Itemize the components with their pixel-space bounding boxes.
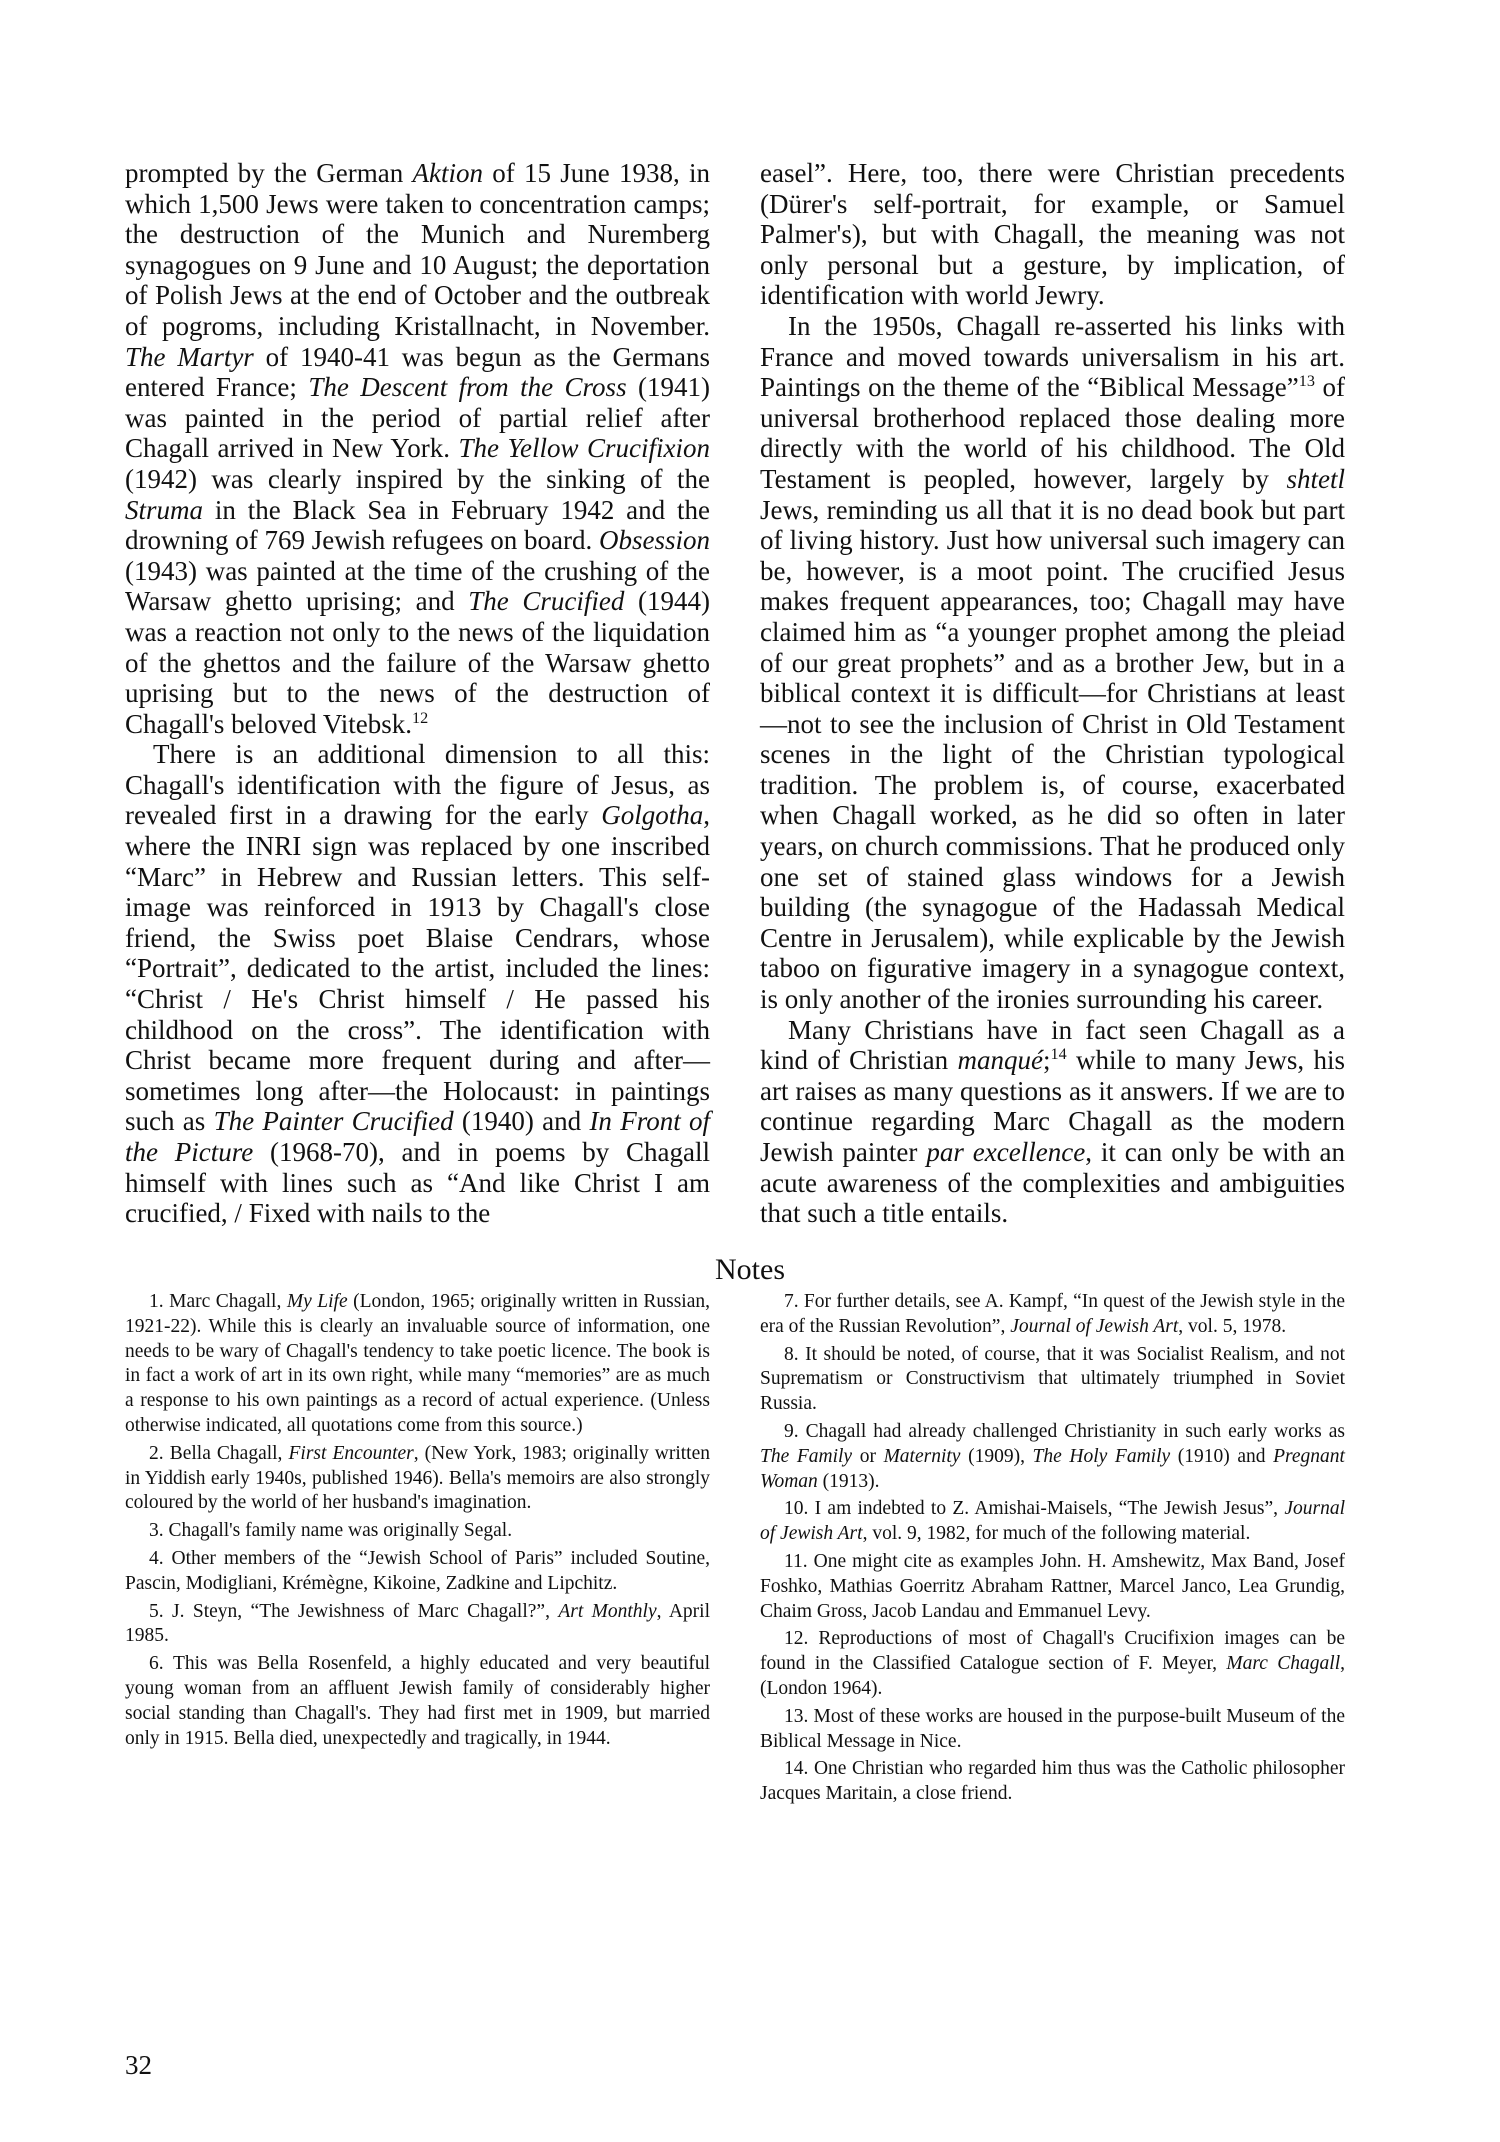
footnote: 4. Other members of the “Jewish School of Paris” included Soutine, Pascin, Modigliani, Krémègne, Kikoine, Zadkine and Lipchitz. [125, 1547, 710, 1594]
body-column-left [125, 158, 710, 1229]
footnote: 13. Most of these works are housed in the purpose-built Museum of the Biblical Message in Nice. [760, 1705, 1345, 1752]
notes-column-left [125, 1290, 710, 1754]
body-paragraph: prompted by the German Aktion of 15 June 1938, in which 1,500 Jews were taken to concentration camps; the destruction of the Munich and Nuremberg synagogues on 9 June and 10 August; the deportation of Polish Jews at the end of October and the outbreak of pogroms, including Kristallnacht, in November. The Martyr of 1940-41 was begun as the Germans entered France; The Descent from the Cross (1941) was painted in the period of partial relief after Chagall arrived in New York. The Yellow Crucifixion (1942) was clearly inspired by the sinking of the Struma in the Black Sea in February 1942 and the drowning of 769 Jewish refugees on board. Obsession (1943) was painted at the time of the crushing of the Warsaw ghetto uprising; and The Crucified (1944) was a reaction not only to the news of the liquidation of the ghettos and the failure of the Warsaw ghetto uprising but to the news of the destruction of Chagall's beloved Vitebsk.$^{12}$ [125, 158, 711, 739]
body-paragraph: easel”. Here, too, there were Christian precedents (Dürer's self-portrait, for example, or Samuel Palmer's), but with Chagall, the meaning was not only personal but a gesture, by implication, of identification with world Jewry. [760, 158, 1345, 311]
footnote: 11. One might cite as examples John. H. Amshewitz, Max Band, Josef Foshko, Mathias Goerritz Abraham Rattner, Marcel Janco, Lea Grundig, Chaim Gross, Jacob Landau and Emmanuel Levy. [760, 1550, 1345, 1622]
notes-heading: Notes [715, 1253, 785, 1286]
body-paragraph: There is an additional dimension to all this: Chagall's identification with the figure of Jesus, as revealed first in a drawing for the early Golgotha, where the INRI sign was replaced by one inscribed “Marc” in Hebrew and Russian letters. This self-image was reinforced in 1913 by Chagall's close friend, the Swiss poet Blaise Cendrars, whose “Portrait”, dedicated to the artist, included the lines: “Christ / He's Christ himself / He passed his childhood on the cross”. The identification with Christ became more frequent during and after—sometimes long after—the Holocaust: in paintings such as The Painter Crucified (1940) and In Front of the Picture (1968-70), and in poems by Chagall himself with lines such as “And like Christ I am crucified, / Fixed with nails to the [125, 739, 710, 1229]
footnote-ref: 14 [1050, 1045, 1067, 1064]
footnote: 9. Chagall had already challenged Christianity in such early works as The Family or Maternity (1909), The Holy Family (1910) and Pregnant Woman (1913). [760, 1420, 1345, 1492]
footnote-ref: 12 [411, 708, 429, 727]
body-paragraph: Many Christians have in fact seen Chagall as a kind of Christian manqué;$^{14}$ while to many Jews, his art raises as many questions as it answers. If we are to continue regarding Marc Chagall as the modern Jewish painter par excellence, it can only be with an acute awareness of the complexities and ambiguities that such a title entails. [760, 1014, 1345, 1229]
footnote: 10. I am indebted to Z. Amishai-Maisels, “The Jewish Jesus”, Journal of Jewish Art, vol. 9, 1982, for much of the following material. [760, 1498, 1345, 1545]
footnote: 8. It should be noted, of course, that it was Socialist Realism, and not Suprematism or Constructivism that ultimately triumphed in Soviet Russia. [760, 1343, 1345, 1415]
footnote: 3. Chagall's family name was originally Segal. [149, 1520, 513, 1542]
footnote: 14. One Christian who regarded him thus was the Catholic philosopher Jacques Maritain, a close friend. [760, 1758, 1345, 1805]
footnote: 12. Reproductions of most of Chagall's Crucifixion images can be found in the Classified Catalogue section of F. Meyer, Marc Chagall, (London 1964). [760, 1628, 1345, 1699]
page-number: 32 [125, 2050, 152, 2080]
footnote-ref: 13 [1298, 372, 1315, 391]
footnote: 5. J. Steyn, “The Jewishness of Marc Chagall?”, Art Monthly, April 1985. [125, 1600, 710, 1647]
body-paragraph: In the 1950s, Chagall re-asserted his links with France and moved towards universalism in his art. Paintings on the theme of the “Biblical Message”$^{13}$ of universal brotherhood replaced those dealing more directly with the world of his childhood. The Old Testament is peopled, however, largely by shtetl Jews, reminding us all that it is no dead book but part of living history. Just how universal such imagery can be, however, is a moot point. The crucified Jesus makes frequent appearances, too; Chagall may have claimed him as “a younger prophet among the pleiad of our great prophets” and as a brother Jew, but in a biblical context it is difficult—for Christians at least—not to see the inclusion of Christ in Old Testament scenes in the light of the Christian typological tradition. The problem is, of course, exacerbated when Chagall worked, as he did so often in later years, on church commissions. That he produced only one set of stained glass windows for a Jewish building (the synagogue of the Hadassah Medical Centre in Jerusalem), while explicable by the Jewish taboo on figurative imagery in a synagogue context, is only another of the ironies surrounding his career. [760, 310, 1345, 1015]
footnote: 1. Marc Chagall, My Life (London, 1965; originally written in Russian, 1921-22). While this is clearly an invaluable source of information, one needs to be wary of Chagall's tendency to take poetic licence. The book is in fact a work of art in its own right, while many “memories” are as much a response to his own paintings as a record of actual experience. (Unless otherwise indicated, all quotations come from this source.) [125, 1291, 710, 1436]
notes-column-right [760, 1290, 1345, 1810]
footnote: 6. This was Bella Rosenfeld, a highly educated and very beautiful young woman from an affluent Jewish family of considerably higher social standing than Chagall's. They had first met in 1909, but married only in 1915. Bella died, unexpectedly and tragically, in 1944. [125, 1653, 710, 1749]
body-column-right [760, 158, 1345, 1229]
footnote: 2. Bella Chagall, First Encounter, (New York, 1983; originally written in Yiddish early 1940s, published 1946). Bella's memoirs are also strongly coloured by the world of her husband's imagination. [125, 1442, 710, 1514]
footnote: 7. For further details, see A. Kampf, “In quest of the Jewish style in the era of the Russian Revolution”, Journal of Jewish Art, vol. 5, 1978. [760, 1291, 1345, 1337]
